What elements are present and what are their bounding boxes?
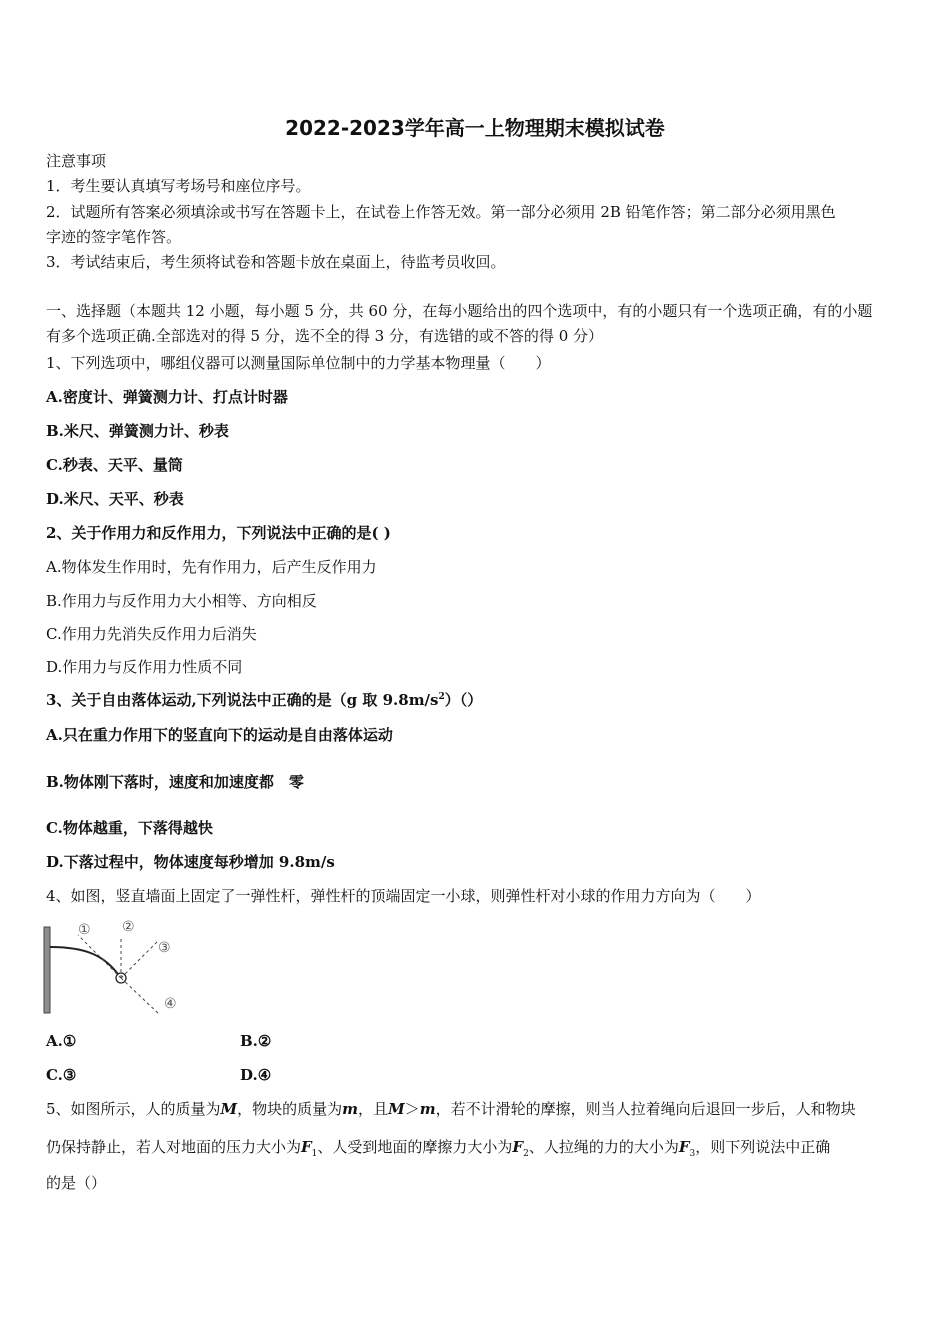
figure-label-1: ① <box>78 922 91 938</box>
q5-var-F: F <box>678 1138 690 1156</box>
q3-stem-tail: ）（） <box>444 691 483 709</box>
section-heading: 一、选择题（本题共 12 小题，每小题 5 分，共 60 分，在每小题给出的四个选项中，有的小题只有一个选项正确，有的小题 <box>46 302 873 320</box>
notice-item: 2．试题所有答案必须填涂或书写在答题卡上，在试卷上作答无效。第一部分必须用 2B 铅笔作答；第二部分必须用黑色 <box>46 203 836 221</box>
question-5-line-1 <box>46 1099 856 1119</box>
q5-subscript: 3 <box>689 1149 696 1159</box>
q5-var-m: m <box>419 1100 436 1118</box>
q1-option-d: D.米尺、天平、秒表 <box>46 490 184 508</box>
q5-text: ，则下列说法中正确 <box>695 1138 831 1156</box>
q5-subscript: 1 <box>311 1149 318 1159</box>
question-1-stem: 1、下列选项中，哪组仪器可以测量国际单位制中的力学基本物理量（ ） <box>46 354 551 372</box>
q5-text: 仍保持静止，若人对地面的压力大小为 <box>46 1138 302 1156</box>
q2-option-d: D.作用力与反作用力性质不同 <box>46 658 243 676</box>
q5-var-F: F <box>512 1138 524 1156</box>
q5-text: 、人拉绳的力的大小为 <box>528 1138 679 1156</box>
q4-option-c: C.③ <box>46 1066 77 1084</box>
notice-item: 字迹的签字笔作答。 <box>46 228 182 246</box>
question-3-stem <box>46 690 482 710</box>
q5-text: ，若不计滑轮的摩擦，则当人拉着绳向后退回一步后，人和物块 <box>435 1100 856 1118</box>
elastic-rod-figure <box>40 915 200 1020</box>
notice-heading: 注意事项 <box>46 152 107 170</box>
figure-label-3: ③ <box>158 940 171 956</box>
q5-text: ，物块的质量为 <box>237 1100 343 1118</box>
q5-text: ＞ <box>404 1100 420 1118</box>
section-heading-cont: 有多个选项正确.全部选对的得 5 分，选不全的得 3 分，有选错的或不答的得 0 分） <box>46 327 604 345</box>
q1-option-b: B.米尺、弹簧测力计、秒表 <box>46 422 229 440</box>
wall <box>44 927 50 1013</box>
q3-option-d: D.下落过程中，物体速度每秒增加 9.8m/s <box>46 853 335 871</box>
q5-var-M: M <box>220 1100 238 1118</box>
elastic-rod <box>50 947 120 977</box>
notice-item: 3．考试结束后，考生须将试卷和答题卡放在桌面上，待监考员收回。 <box>46 253 506 271</box>
q5-var-M: M <box>388 1100 405 1118</box>
q5-subscript: 2 <box>523 1149 529 1159</box>
q3-stem-text: 3、关于自由落体运动,下列说法中正确的是（g 取 9.8m/s <box>46 691 439 709</box>
q5-text: 5、如图所示，人的质量为 <box>46 1100 221 1118</box>
q2-option-c: C.作用力先消失反作用力后消失 <box>46 625 257 643</box>
q4-option-d: D.④ <box>240 1066 272 1084</box>
q2-option-b: B.作用力与反作用力大小相等、方向相反 <box>46 592 317 610</box>
q2-option-a: A.物体发生作用时，先有作用力，后产生反作用力 <box>46 558 377 576</box>
q3-option-a: A.只在重力作用下的竖直向下的运动是自由落体运动 <box>46 726 393 744</box>
q3-stem-superscript: 2 <box>438 692 445 702</box>
q4-option-b: B.② <box>240 1032 272 1050</box>
question-2-stem: 2、关于作用力和反作用力，下列说法中正确的是( ) <box>46 524 391 542</box>
question-5-line-3: 的是（） <box>46 1174 107 1192</box>
page-title: 2022-2023学年高一上物理期末模拟试卷 <box>285 116 665 140</box>
q5-text: ，且 <box>358 1100 389 1118</box>
q3-option-c: C.物体越重，下落得越快 <box>46 819 213 837</box>
figure-label-4: ④ <box>164 996 177 1012</box>
direction-line-3 <box>121 942 157 978</box>
q1-option-a: A.密度计、弹簧测力计、打点计时器 <box>46 388 288 406</box>
direction-line-1 <box>78 935 121 978</box>
q4-option-a: A.① <box>46 1032 77 1050</box>
question-4-stem: 4、如图，竖直墙面上固定了一弹性杆，弹性杆的顶端固定一小球，则弹性杆对小球的作用力方向为（ ） <box>46 887 761 905</box>
direction-line-4 <box>121 978 160 1015</box>
q1-option-c: C.秒表、天平、量筒 <box>46 456 183 474</box>
q5-var-m: m <box>342 1100 359 1118</box>
notice-item: 1．考生要认真填写考场号和座位序号。 <box>46 177 311 195</box>
q5-var-F: F <box>301 1138 312 1156</box>
figure-label-2: ② <box>122 919 135 935</box>
question-5-line-2 <box>46 1137 830 1157</box>
q5-text: 、人受到地面的摩擦力大小为 <box>317 1138 513 1156</box>
q3-option-b: B.物体刚下落时，速度和加速度都 零 <box>46 773 304 791</box>
